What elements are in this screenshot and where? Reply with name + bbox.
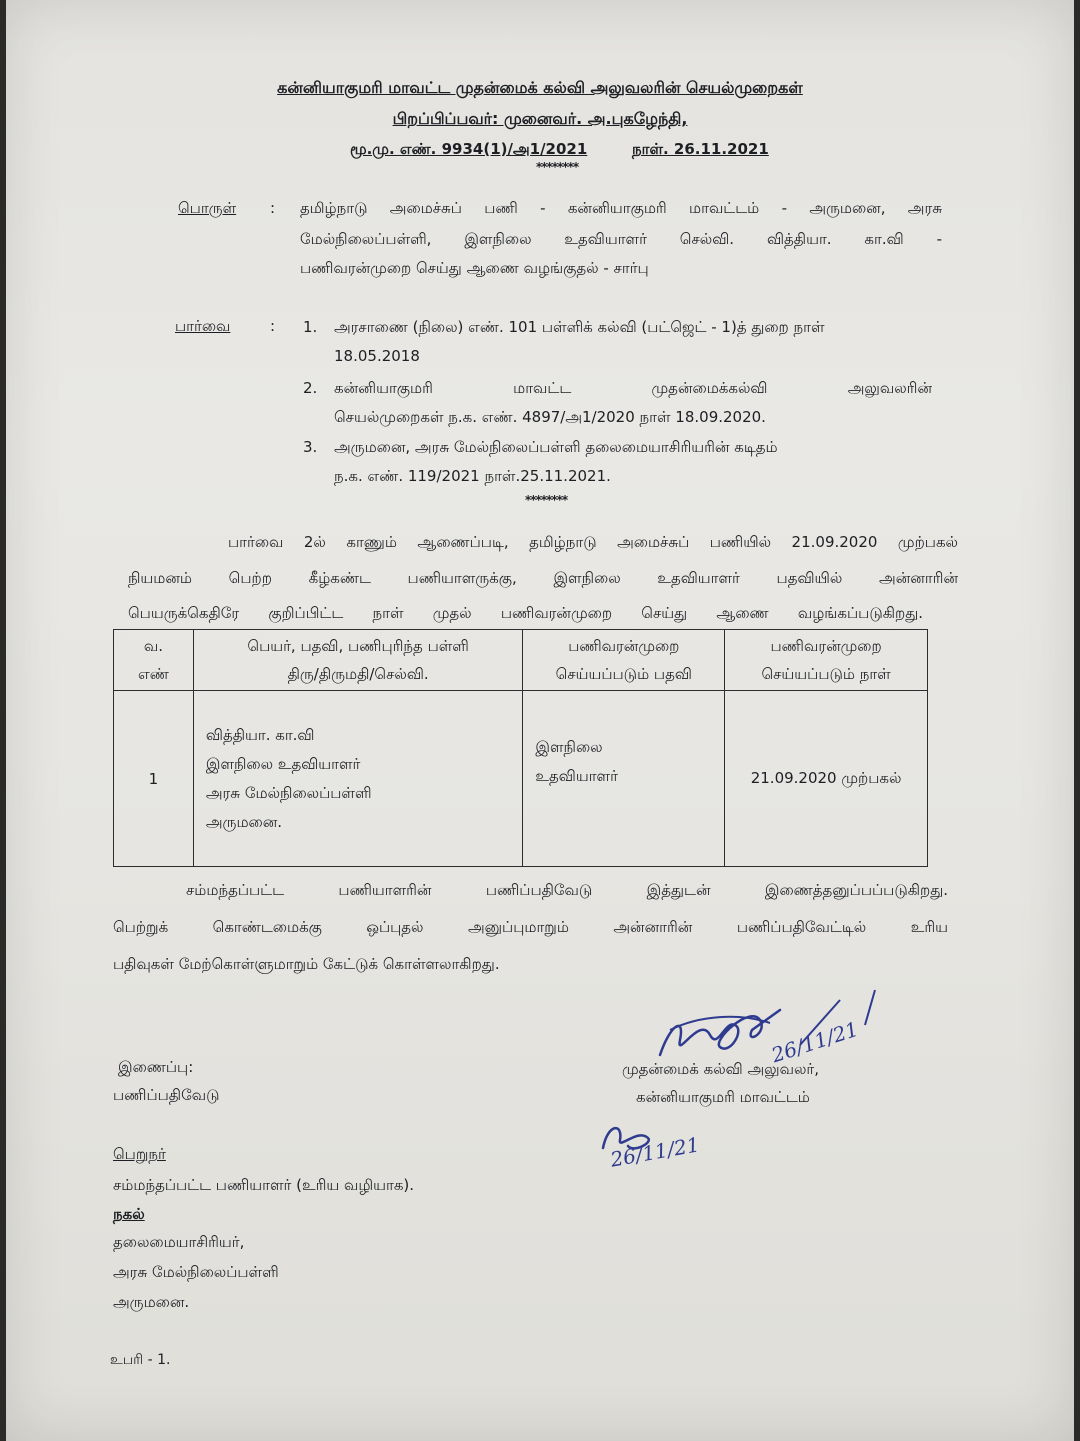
row-regularised-post: இளநிலை உதவியாளர் (523, 691, 725, 867)
issuer-line: பிறப்பிப்பவர்: முனைவர். அ.புகழேந்தி, (392, 109, 688, 128)
subject-line-1: தமிழ்நாடு அமைச்சுப் பணி - கன்னியாகுமரி மாவட்டம் - அருமனை, அரசு (300, 199, 942, 217)
subject-line-3: பணிவரன்முறை செய்து ஆணை வழங்குதல் - சார்பு (300, 259, 649, 277)
table-row (114, 691, 928, 867)
copy-label: நகல் (113, 1205, 145, 1223)
reference-item-3-line-1: அருமனை, அரசு மேல்நிலைப்பள்ளி தலைமையாசிரியரின் கடிதம் (334, 438, 778, 456)
enclosure-label: இணைப்பு: (118, 1058, 194, 1076)
table-header-row (114, 630, 928, 691)
row-regularised-date: 21.09.2020 முற்பகல் (725, 691, 928, 867)
reference-item-1-number: 1. (303, 318, 318, 336)
closing-line-1: சம்மந்தப்பட்ட பணியாளரின் பணிப்பதிவேடு இத்துடன் இணைத்தனுப்பப்படுகிறது. (186, 881, 948, 899)
initials-date: 26/11/21 (608, 1132, 702, 1172)
copy-line-3: அருமனை. (113, 1293, 190, 1311)
appointment-table (113, 629, 928, 867)
body-line-2: நியமனம் பெற்ற கீழ்கண்ட பணியாளருக்கு, இளநிலை உதவியாளர் பதவியில் அன்னாரின் (128, 569, 958, 587)
subject-line-2: மேல்நிலைப்பள்ளி, இளநிலை உதவியாளர் செல்வி. வித்தியா. கா.வி - (300, 230, 942, 248)
separator: ******** (525, 493, 568, 507)
body-line-3: பெயருக்கெதிரே குறிப்பிட்ட நாள் முதல் பணிவரன்முறை செய்து ஆணை வழங்கப்படுகிறது. (128, 604, 923, 622)
reference-item-1-line-2: 18.05.2018 (334, 347, 420, 365)
reference-item-2-line-1: கன்னியாகுமரி மாவட்ட முதன்மைக்கல்வி அலுவலரின் (334, 379, 932, 397)
reference-number: மூ.மு. எண். 9934(1)/அ1/2021 (350, 140, 588, 158)
recipient-label: பெறுநர் (113, 1145, 166, 1163)
body-line-1: பார்வை 2ல் காணும் ஆணைப்படி, தமிழ்நாடு அமைச்சுப் பணியில் 21.09.2020 முற்பகல் (228, 533, 958, 551)
signatory-designation: முதன்மைக் கல்வி அலுவலர், (622, 1060, 820, 1078)
reference-label: பார்வை (175, 317, 231, 335)
header-name-post-school: பெயர், பதவி, பணிபுரிந்த பள்ளி திரு/திருமதி/செல்வி. (193, 630, 523, 691)
header-regularised-post: பணிவரன்முறை செய்யப்படும் பதவி (523, 630, 725, 691)
subject-colon: : (270, 199, 276, 217)
signature-date: 26/11/21 (768, 1016, 862, 1068)
spare-copy-mark: உபரி - 1. (110, 1352, 171, 1368)
header-regularised-date: பணிவரன்முறை செய்யப்படும் நாள் (725, 630, 928, 691)
reference-item-1-line-1: அரசாணை (நிலை) எண். 101 பள்ளிக் கல்வி (பட்ஜெட் - 1)த் துறை நாள் (334, 318, 825, 336)
signatory-district: கன்னியாகுமரி மாவட்டம் (636, 1088, 810, 1106)
header-serial-number: வ. எண் (114, 630, 194, 691)
reference-colon: : (270, 317, 276, 335)
copy-line-1: தலைமையாசிரியர், (113, 1233, 245, 1251)
row-serial-number: 1 (114, 691, 194, 867)
closing-line-2: பெற்றுக் கொண்டமைக்கு ஒப்புதல் அனுப்புமாறும் அன்னாரின் பணிப்பதிவேட்டில் உரிய (113, 918, 948, 936)
order-date: நாள். 26.11.2021 (632, 140, 769, 158)
row-name-post-school: வித்தியா. கா.வி இளநிலை உதவியாளர் அரசு மேல்நிலைப்பள்ளி அருமனை. (193, 691, 523, 867)
copy-line-2: அரசு மேல்நிலைப்பள்ளி (113, 1263, 279, 1281)
separator: ******** (536, 160, 579, 174)
reference-item-3-line-2: ந.க. எண். 119/2021 நாள்.25.11.2021. (334, 467, 611, 485)
document-title: கன்னியாகுமரி மாவட்ட முதன்மைக் கல்வி அலுவலரின் செயல்முறைகள் (277, 78, 803, 97)
recipient-value: சம்மந்தப்பட்ட பணியாளர் (உரிய வழியாக). (113, 1176, 415, 1194)
subject-label: பொருள் (178, 199, 237, 217)
reference-item-2-number: 2. (303, 379, 318, 397)
closing-line-3: பதிவுகள் மேற்கொள்ளுமாறும் கேட்டுக் கொள்ளலாகிறது. (113, 955, 500, 973)
reference-item-2-line-2: செயல்முறைகள் ந.க. எண். 4897/அ1/2020 நாள் 18.09.2020. (334, 408, 766, 426)
enclosure-value: பணிப்பதிவேடு (113, 1086, 220, 1104)
reference-item-3-number: 3. (303, 438, 318, 456)
